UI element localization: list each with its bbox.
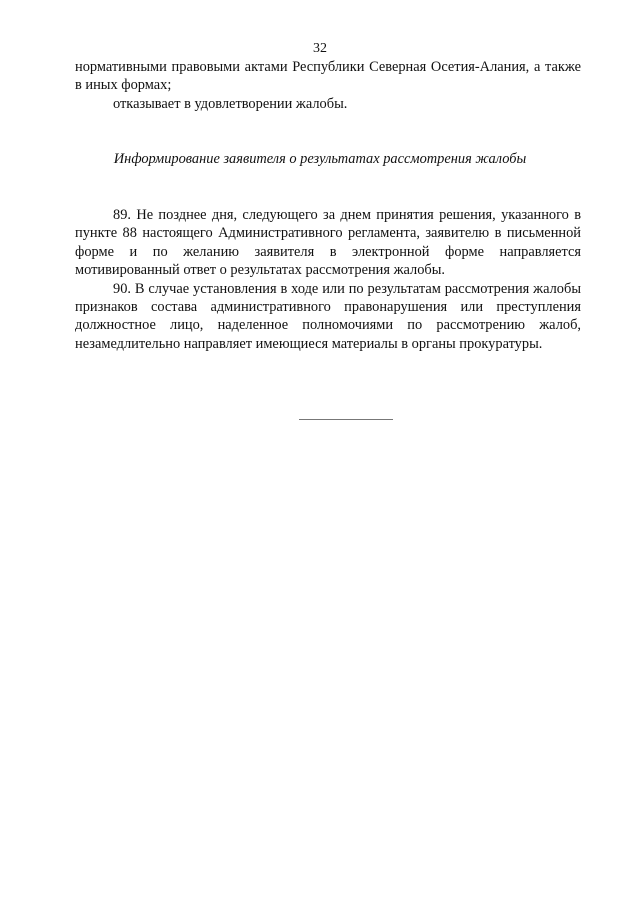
paragraph-89: 89. Не позднее дня, следующего за днем принятия решения, указанного в пункте 88 настоящего Административного регламента, заявителю в письменной форме и по желанию заявителя в электронной форме направляется мотивированный ответ о результатах рассмотрения жалобы. (75, 207, 581, 279)
paragraph-90: 90. В случае установления в ходе или по результатам рассмотрения жалобы признаков состава административного правонарушения или преступления должностное лицо, наделенное полномочиями по рассмотрению жалоб, незамедлительно направляет имеющиеся материалы в органы прокуратуры. (75, 280, 581, 352)
section-heading: Информирование заявителя о результатах рассмотрения жалобы (113, 151, 527, 167)
continued-paragraph: нормативными правовыми актами Республики Северная Осетия-Алания, а также в иных формах; (75, 59, 581, 94)
refusal-paragraph: отказывает в удовлетворении жалобы. (113, 95, 348, 112)
end-divider-line (299, 419, 393, 420)
continued-text-block (75, 58, 581, 113)
page-number: 32 (313, 41, 327, 56)
section-body (75, 206, 581, 353)
